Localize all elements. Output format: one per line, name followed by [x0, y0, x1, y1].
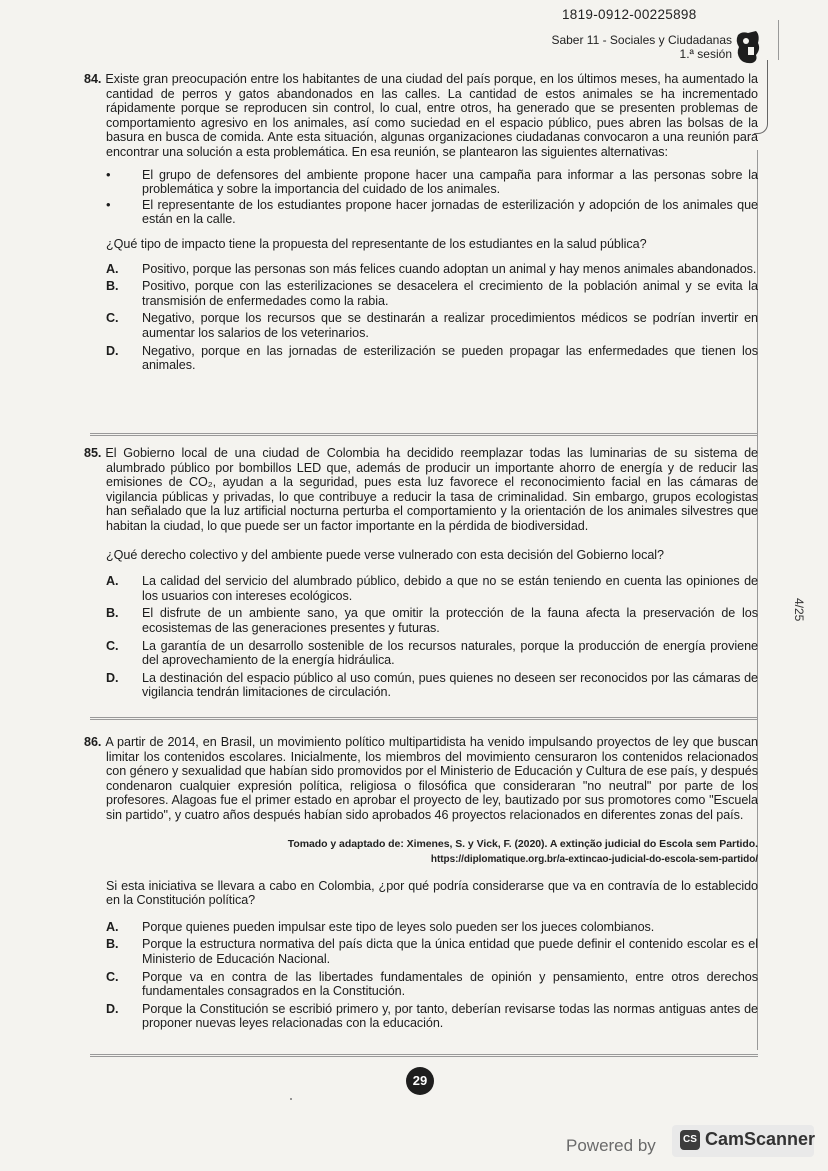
question-84 — [84, 72, 758, 376]
option-letter: B. — [106, 606, 119, 621]
option-text: La destinación del espacio público al uso común, pues quienes no deseen ser reconocidos por las cámaras de vigilancia tendrán limitaciones de circulación. — [142, 670, 758, 700]
option-text: Porque va en contra de las libertades fundamentales de opinión y pensamiento, entre otros derechos fundamentales consagrados en la Constitución. — [142, 969, 758, 999]
option-b[interactable] — [106, 279, 758, 308]
powered-by-label: Powered by — [566, 1136, 656, 1155]
option-text: El disfrute de un ambiente sano, ya que omitir la protección de la fauna afecta la preservación de los ecosistemas de las generaciones presentes y futuras. — [142, 606, 758, 635]
citation-text: Tomado y adaptado de: Ximenes, S. y Vick, F. (2020). A extinção judicial do Escola sem Partido. — [287, 837, 758, 850]
question-85 — [84, 446, 758, 703]
option-text: Porque quienes pueden impulsar este tipo de leyes solo pueden ser los jueces colombianos. — [142, 919, 655, 934]
scan-edge-line — [778, 20, 779, 60]
option-text: La garantía de un desarrollo sostenible de los recursos naturales, porque la producción de energía proviene del aprovechamiento de la energía hidráulica. — [142, 638, 758, 668]
citation-url: https://diplomatique.org.br/a-extincao-judicial-do-escola-sem-partido/ — [430, 853, 758, 865]
option-c[interactable] — [106, 970, 758, 999]
option-a[interactable] — [106, 262, 758, 277]
question-stem: Existe gran preocupación entre los habitantes de una ciudad del país porque, en los últimos meses, ha aumentado la cantidad de perros y gatos abandonados en las calles. La cantidad de estos animales se ha incrementado rápidamente porque se reproducen sin control, lo cual, entre otros, ha generado que se presenten problemas de comportamiento agresivo en los animales, así como suciedad en el espacio público, pues abren las bolsas de la basura en busca de comida. Ante esta situación, algunas organizaciones ciudadanas convocaron a una reunión para encontrar una solución a esta problemática. En esa reunión, se plantearon las siguientes alternativas: — [105, 72, 758, 159]
option-b[interactable] — [106, 937, 758, 966]
option-letter: C. — [106, 638, 119, 653]
subject-title: Saber 11 - Sociales y Ciudadanas — [551, 33, 732, 47]
option-text: La calidad del servicio del alumbrado público, debido a que no se están teniendo en cuenta las opiniones de los usuarios con intereses ecológicos. — [142, 574, 758, 603]
list-item: • El grupo de defensores del ambiente propone hacer una campaña para informar a las personas sobre la problemática y sobre la importancia del cuidado de los animales. — [142, 168, 758, 197]
page-header — [551, 33, 732, 61]
option-letter: B. — [106, 937, 119, 952]
source-citation — [84, 837, 758, 867]
option-text: Negativo, porque los recursos que se destinarán a realizar procedimientos médicos se podrían invertir en aumentar los salarios de los veterinarios. — [142, 311, 758, 340]
option-a[interactable] — [106, 574, 758, 603]
option-letter: A. — [106, 919, 119, 934]
question-number: 86. — [84, 735, 102, 749]
option-letter: A. — [106, 261, 119, 276]
list-item: • El representante de los estudiantes propone hacer jornadas de esterilización y adopción de los animales que están en la calle. — [142, 198, 758, 227]
option-b[interactable] — [106, 606, 758, 635]
camscanner-icon: CS — [680, 1130, 700, 1150]
option-a[interactable] — [106, 920, 758, 935]
answer-options — [84, 262, 758, 373]
answer-options — [84, 574, 758, 700]
question-number: 84. — [84, 72, 102, 86]
page-number-badge: 29 — [406, 1067, 434, 1095]
session-label: 1.ª sesión — [679, 47, 732, 61]
option-text: Positivo, porque las personas son más felices cuando adoptan un animal y hay menos animales abandonados. — [142, 261, 757, 276]
option-d[interactable] — [106, 344, 758, 373]
answer-options — [84, 920, 758, 1031]
section-divider — [90, 433, 758, 436]
option-text: Negativo, porque en las jornadas de esterilización se pueden propagar las enfermedades que tienen los animales. — [142, 343, 758, 373]
booklet-code: 1819-0912-00225898 — [562, 7, 697, 22]
option-d[interactable] — [106, 1002, 758, 1031]
alternatives-list — [84, 168, 758, 227]
margin-annotation: 4/25 — [792, 598, 806, 622]
section-divider — [90, 1054, 758, 1057]
question-number: 85. — [84, 446, 102, 460]
option-text: Positivo, porque con las esterilizaciones se desacelera el crecimiento de la población animal y se evita la transmisión de enfermedades como la rabia. — [142, 279, 758, 308]
question-stem: A partir de 2014, en Brasil, un movimiento político multipartidista ha venido impulsando proyectos de ley que buscan limitar los contenidos escolares. Inicialmente, los miembros del movimiento censuraron los contenidos relacionados con género y sexualidad que habían sido promovidos por el Ministerio de Educación y Cultura de ese país, y después condenaron cualquier expresión política, religiosa o filosófica que consideraran "no neutral" por parte de los profesores. Alagoas fue el primer estado en aprobar el proyecto de ley, bautizado por sus promotores como "Escuela sin partido", y cuatro años después habían sido aprobados 46 proyectos relacionados en diferentes zonas del país. — [105, 735, 758, 822]
question-prompt: Si esta iniciativa se llevara a cabo en Colombia, ¿por qué podría considerarse que va en contravía de lo establecido en la Constitución política? — [106, 878, 758, 908]
option-text: Porque la estructura normativa del país dicta que la única entidad que puede definir el contenido escolar es el Ministerio de Educación Nacional. — [142, 937, 758, 966]
option-letter: B. — [106, 279, 119, 294]
section-divider — [90, 717, 758, 720]
camscanner-name: CamScanner — [705, 1129, 816, 1149]
option-d[interactable] — [106, 671, 758, 700]
option-letter: D. — [106, 670, 119, 685]
question-stem: El Gobierno local de una ciudad de Colombia ha decidido reemplazar todas las luminarias de su sistema de alumbrado público por bombillos LED que, además de producir un importante ahorro de energía y de reducir las emisiones de CO₂, ayudan a la seguridad, pues esta luz favorece el reconocimiento facial en las cámaras de vigilancia públicas y privadas, lo que contribuye a reducir la tasa de criminalidad. Sin embargo, grupos ecologistas han señalado que la luz artificial nocturna perturba el comportamiento y la orientación de los animales silvestres que habitan la ciudad, lo que puede ser un factor importante en la pérdida de biodiversidad. — [105, 446, 758, 533]
option-letter: D. — [106, 343, 119, 358]
option-text: Porque la Constitución se escribió primero y, por tanto, deberían revisarse todas las normas antiguas antes de proponer nuevas leyes relacionadas con la educación. — [142, 1001, 758, 1031]
option-letter: A. — [106, 574, 119, 589]
question-86 — [84, 735, 758, 1034]
option-letter: C. — [106, 969, 119, 984]
option-c[interactable] — [106, 311, 758, 340]
question-prompt: ¿Qué tipo de impacto tiene la propuesta del representante de los estudiantes en la salud pública? — [106, 236, 647, 251]
question-prompt: ¿Qué derecho colectivo y del ambiente puede verse vulnerado con esta decisión del Gobierno local? — [106, 547, 665, 562]
scan-speck — [290, 1098, 292, 1100]
option-letter: C. — [106, 311, 119, 326]
option-c[interactable] — [106, 639, 758, 668]
option-letter: D. — [106, 1001, 119, 1016]
